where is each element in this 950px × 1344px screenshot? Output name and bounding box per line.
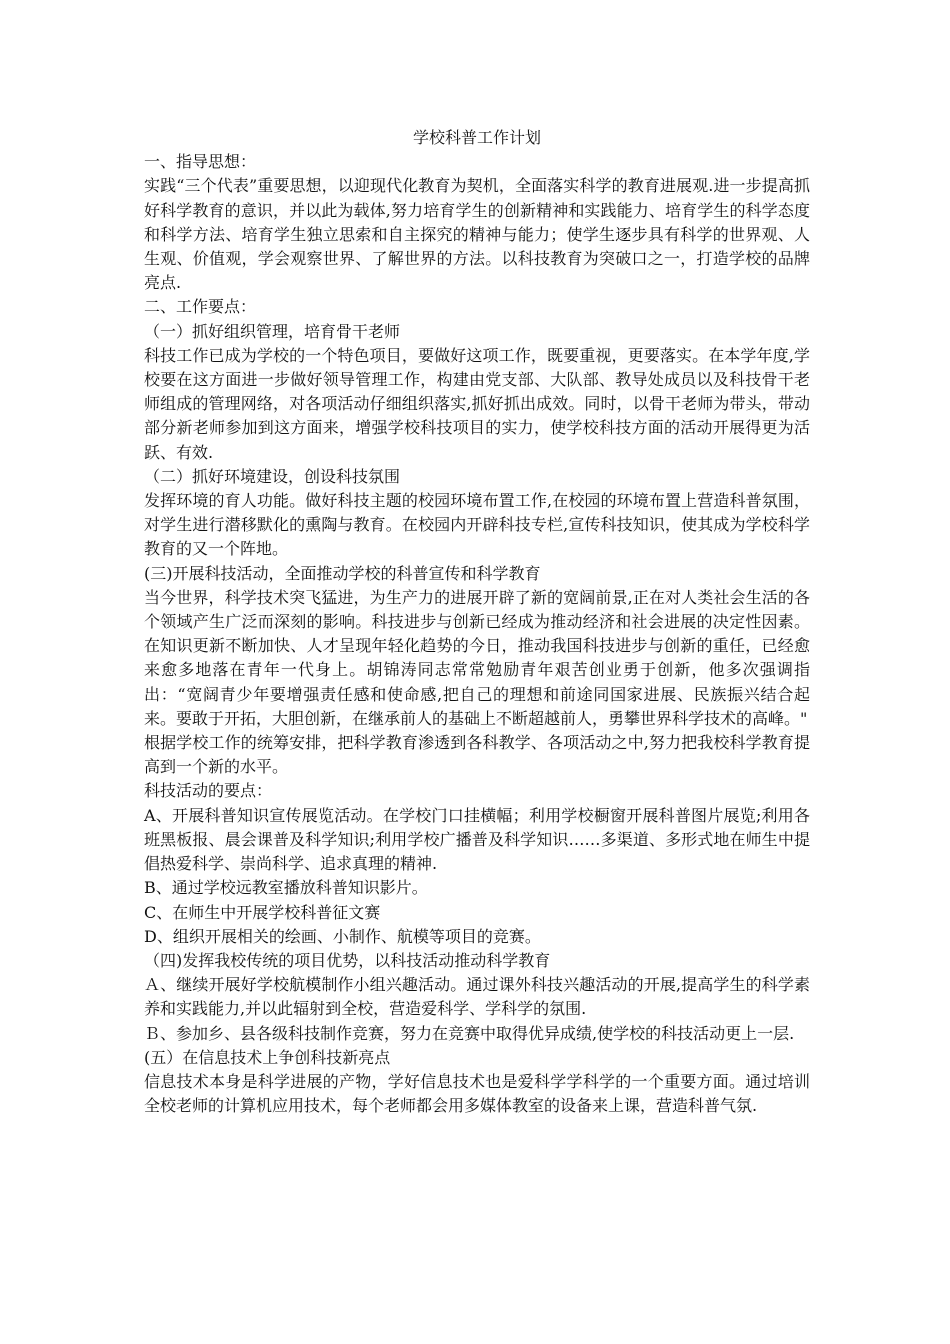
activity-item-d: D、组织开展相关的绘画、小制作、航模等项目的竞赛。	[144, 926, 541, 946]
paragraph-environment: 发挥环境的育人功能。做好科技主题的校园环境布置工作,在校园的环境布置上营造科普氛围，对学生进行潜移默化的熏陶与教育。在校园内开辟科技专栏,宣传科技知识，使其成为学校科学教育的又一个阵地。	[144, 491, 810, 559]
activity-points-heading: 科技活动的要点：	[144, 781, 273, 801]
section-heading-guiding-ideology: 一、指导思想：	[144, 152, 257, 172]
activity-item-c: C、在师生中开展学校科普征文赛	[144, 902, 381, 922]
activity-item-b: B、通过学校远教室播放科普知识影片。	[144, 878, 428, 898]
document-body	[144, 126, 810, 1118]
subheading-tradition: （四)发挥我校传统的项目优势，以科技活动推动科学教育	[144, 950, 551, 970]
paragraph-world-science: 当今世界，科学技术突飞猛进，为生产力的进展开辟了新的宽阔前景,正在对人类社会生活的各个领域产生广泛而深刻的影响。科技进步与创新已经成为推动经济和社会进展的决定性因素。在知识更新不断加快、人才呈现年轻化趋势的今日，推动我国科技进步与创新的重任，已经愈来愈多地落在青年一代身上。胡锦涛同志常常勉励青年艰苦创业勇于创新，他多次强调指出：“宽阔青少年要增强责任感和使命感,把自己的理想和前途同国家进展、民族振兴结合起来。要敢于开拓，大胆创新，在继承前人的基础上不断超越前人，勇攀世界科学技术的高峰。"	[144, 587, 810, 728]
paragraph-school-arrangement: 根据学校工作的统筹安排，把科学教育渗透到各科教学、各项活动之中,努力把我校科学教育提高到一个新的水平。	[144, 733, 810, 777]
subheading-information-technology: (五）在信息技术上争创科技新亮点	[144, 1047, 391, 1067]
subheading-activities: (三)开展科技活动，全面推动学校的科普宣传和科学教育	[144, 563, 541, 583]
subheading-organization: （一）抓好组织管理，培育骨干老师	[144, 321, 401, 341]
paragraph-organization: 科技工作已成为学校的一个特色项目，要做好这项工作，既要重视，更要落实。在本学年度,学校要在这方面进一步做好领导管理工作，构建由党支部、大队部、教导处成员以及科技骨干老师组成的管理网络，对各项活动仔细组织落实,抓好抓出成效。同时，以骨干老师为带头，带动部分新老师参加到这方面来，增强学校科技项目的实力，使学校科技方面的活动开展得更为活跃、有效.	[144, 345, 810, 462]
tradition-item-a: Ａ、继续开展好学校航模制作小组兴趣活动。通过课外科技兴趣活动的开展,提高学生的科学素养和实践能力,并以此辐射到全校，营造爱科学、学科学的氛围.	[144, 975, 810, 1019]
paragraph-guiding-ideology: 实践“三个代表”重要思想，以迎现代化教育为契机，全面落实科学的教育进展观.进一步提高抓好科学教育的意识，并以此为载体,努力培育学生的创新精神和实践能力、培育学生的科学态度和科学方法、培育学生独立思索和自主探究的精神与能力；使学生逐步具有科学的世界观、人生观、价值观，学会观察世界、了解世界的方法。以科技教育为突破口之一，打造学校的品牌亮点.	[144, 176, 810, 293]
tradition-item-b: Ｂ、参加乡、县各级科技制作竞赛，努力在竞赛中取得优异成绩,使学校的科技活动更上一层.	[144, 1023, 795, 1043]
activity-item-a: A、开展科普知识宣传展览活动。在学校门口挂横幅；利用学校橱窗开展科普图片展览;利用各班黑板报、晨会课普及科学知识;利用学校广播普及科学知识……多渠道、多形式地在师生中提倡热爱科学、崇尚科学、追求真理的精神.	[144, 805, 810, 874]
paragraph-information-technology: 信息技术本身是科学进展的产物，学好信息技术也是爱科学学科学的一个重要方面。通过培训全校老师的计算机应用技术，每个老师都会用多媒体教室的设备来上课，营造科普气氛.	[144, 1071, 810, 1116]
section-heading-work-points: 二、工作要点：	[144, 297, 257, 317]
document-title: 学校科普工作计划	[412, 128, 541, 147]
subheading-environment: （二）抓好环境建设，创设科技氛围	[144, 466, 401, 486]
